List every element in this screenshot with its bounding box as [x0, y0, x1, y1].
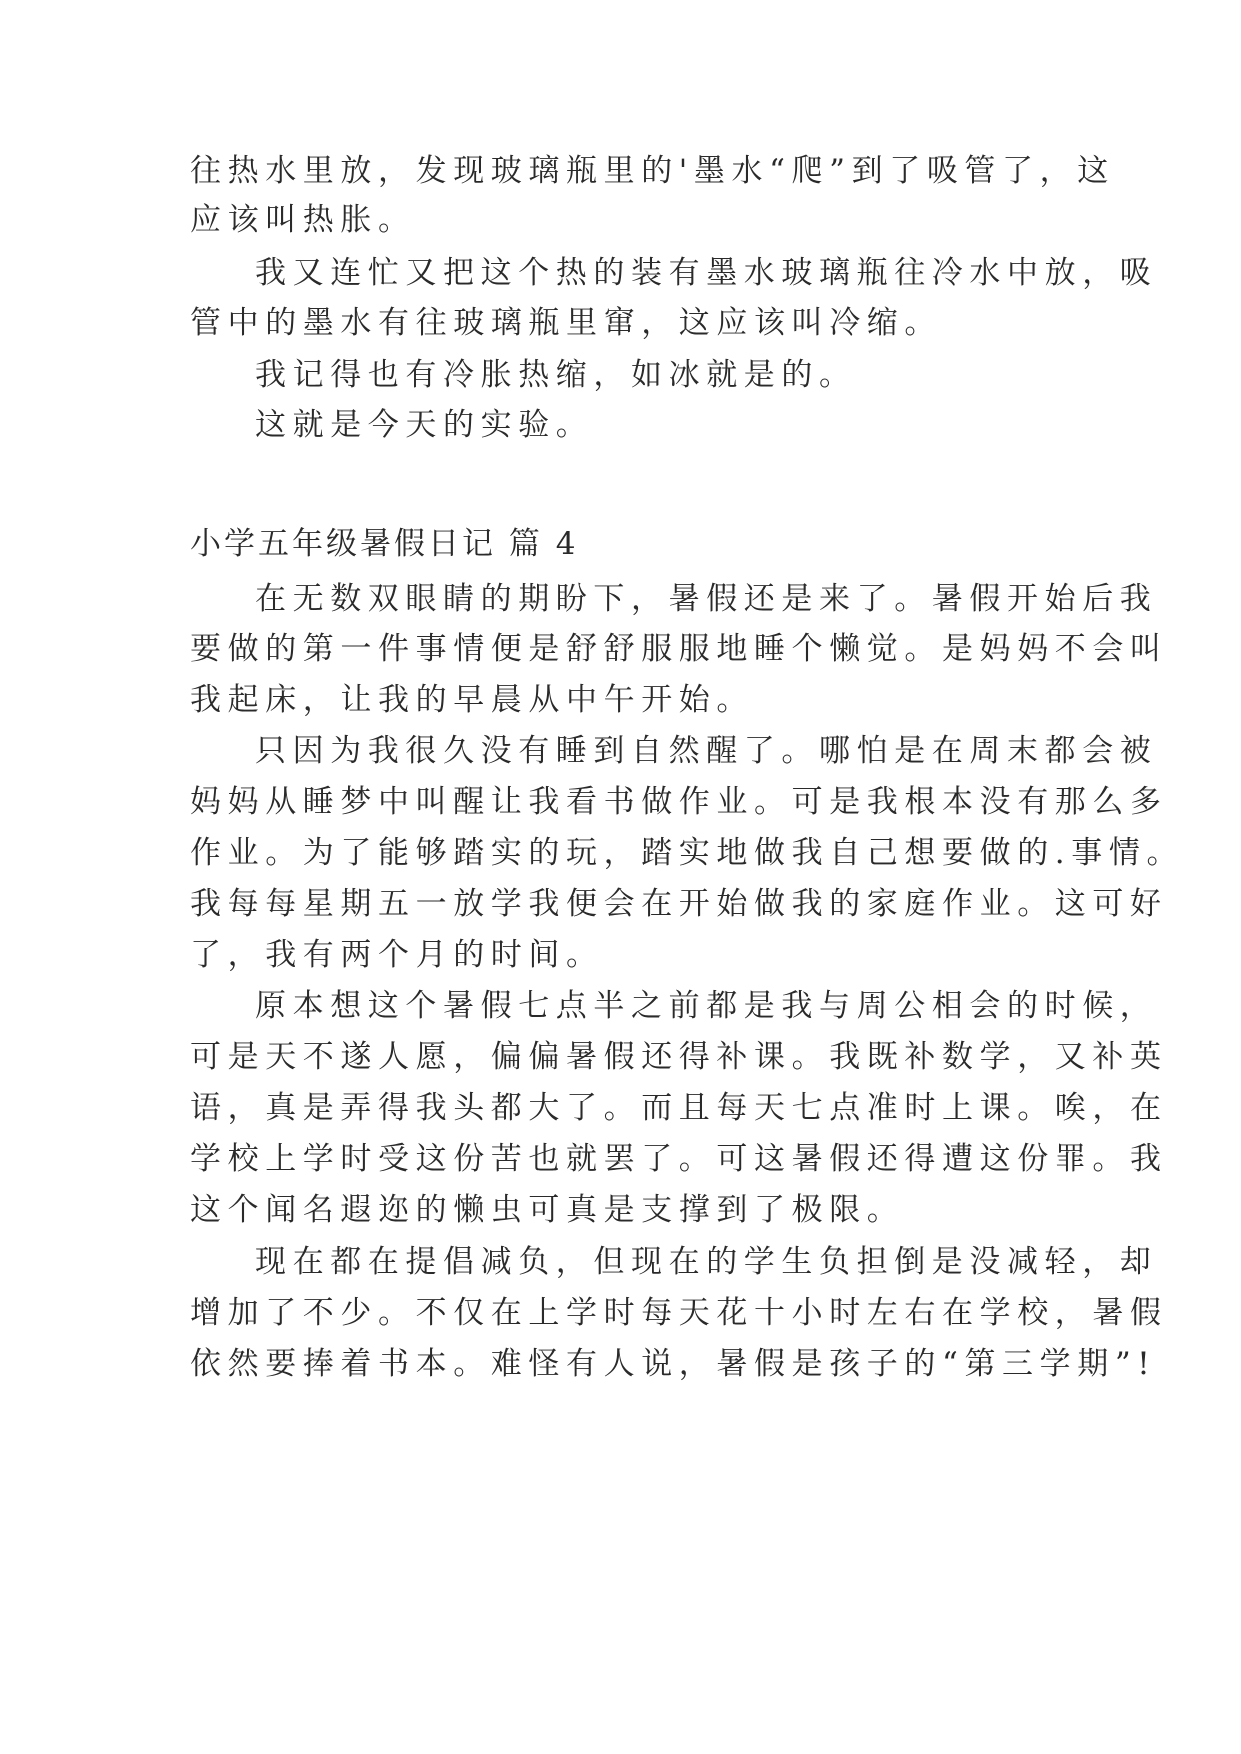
paragraph-line: 在无数双眼睛的期盼下，暑假还是来了。暑假开始后我	[255, 581, 1158, 617]
paragraph-line: 管中的墨水有往玻璃瓶里窜，这应该叫冷缩。	[190, 305, 942, 341]
paragraph-line: 现在都在提倡减负，但现在的学生负担倒是没减轻，却	[255, 1244, 1158, 1280]
paragraph-line: 应该叫热胀。	[190, 202, 416, 238]
paragraph-line: 我记得也有冷胀热缩，如冰就是的。	[255, 357, 857, 393]
paragraph-line: 我每每星期五一放学我便会在开始做我的家庭作业。这可好	[190, 886, 1168, 922]
paragraph-line: 妈妈从睡梦中叫醒让我看书做作业。可是我根本没有那么多	[190, 784, 1168, 820]
paragraph-line: 我又连忙又把这个热的装有墨水玻璃瓶往冷水中放，吸	[255, 255, 1158, 291]
paragraph-line: 要做的第一件事情便是舒舒服服地睡个懒觉。是妈妈不会叫	[190, 631, 1168, 667]
paragraph-line: 学校上学时受这份苦也就罢了。可这暑假还得遭这份罪。我	[190, 1141, 1168, 1177]
paragraph-line: 原本想这个暑假七点半之前都是我与周公相会的时候，	[255, 988, 1158, 1024]
paragraph-line: 依然要捧着书本。难怪有人说，暑假是孩子的“第三学期”!	[190, 1346, 1157, 1382]
paragraph-line: 了，我有两个月的时间。	[190, 937, 604, 973]
paragraph-line: 增加了不少。不仅在上学时每天花十小时左右在学校，暑假	[190, 1295, 1168, 1331]
paragraph-line: 只因为我很久没有睡到自然醒了。哪怕是在周末都会被	[255, 733, 1158, 769]
paragraph-line: 这个闻名遐迩的懒虫可真是支撑到了极限。	[190, 1192, 905, 1228]
paragraph-line: 可是天不遂人愿，偏偏暑假还得补课。我既补数学，又补英	[190, 1039, 1168, 1075]
paragraph-line: 往热水里放，发现玻璃瓶里的'墨水“爬”到了吸管了，这	[190, 153, 1115, 189]
paragraph-line: 作业。为了能够踏实的玩，踏实地做我自己想要做的.事情。	[190, 835, 1185, 871]
paragraph-line: 语，真是弄得我头都大了。而且每天七点准时上课。唉，在	[190, 1090, 1168, 1126]
section-title: 小学五年级暑假日记 篇 4	[190, 526, 579, 562]
paragraph-line: 这就是今天的实验。	[255, 407, 594, 443]
paragraph-line: 我起床，让我的早晨从中午开始。	[190, 682, 754, 718]
